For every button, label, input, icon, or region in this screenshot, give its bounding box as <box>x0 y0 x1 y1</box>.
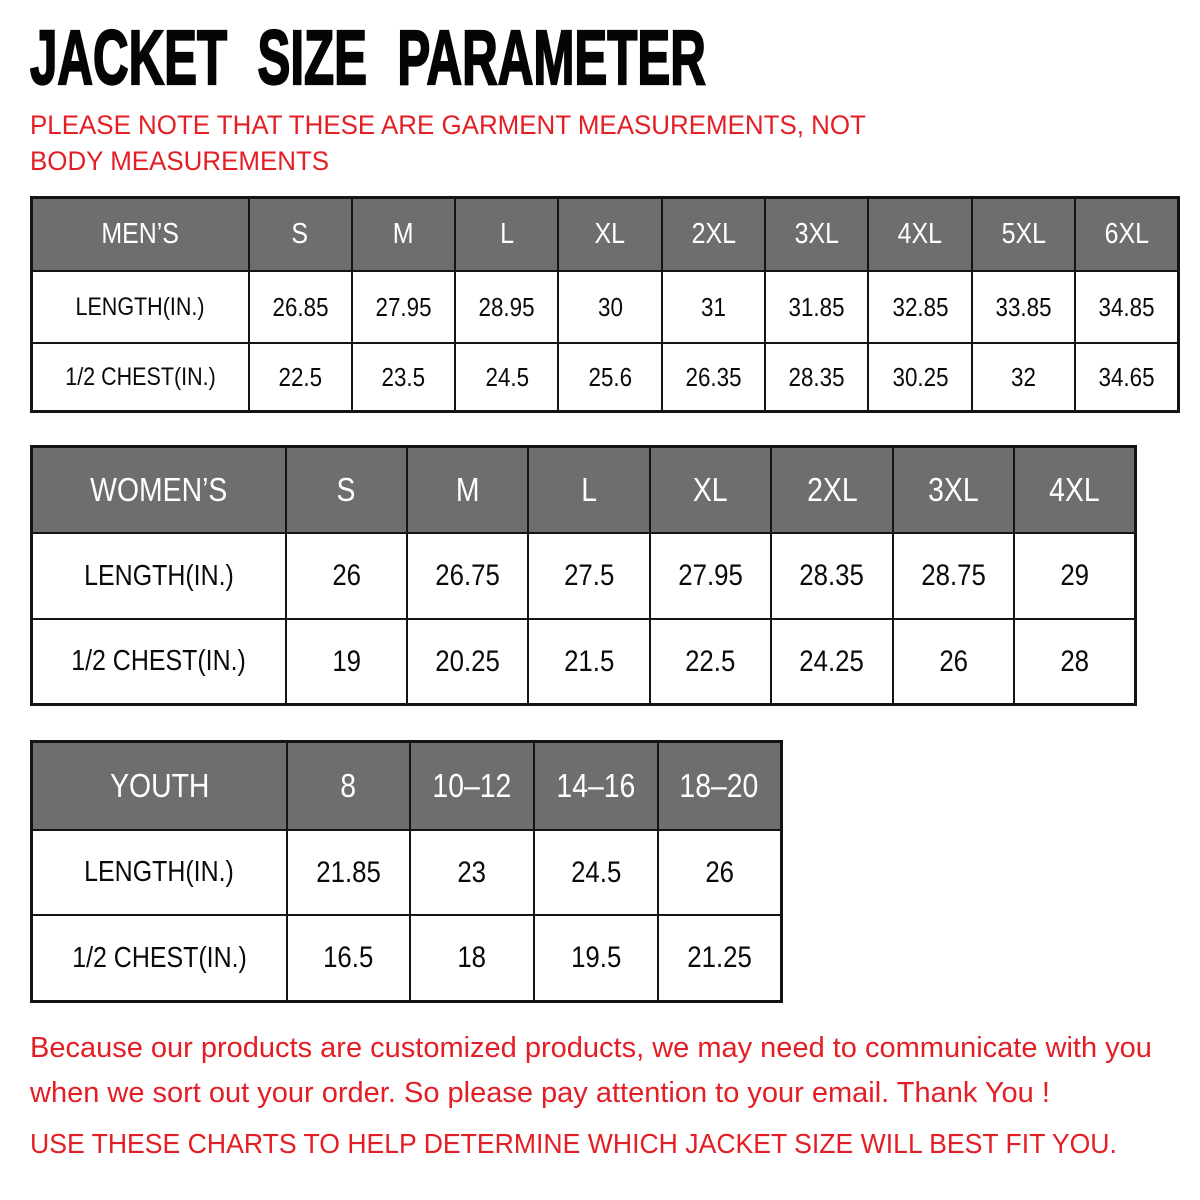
value-cell: 30.25 <box>868 343 971 412</box>
value-cell: 28.35 <box>771 533 892 619</box>
size-header-cell: 4XL <box>868 198 971 272</box>
chest-row <box>32 915 782 1002</box>
value-cell: 31.85 <box>765 271 868 343</box>
size-header-cell: 10–12 <box>410 742 534 831</box>
value-cell: 32 <box>972 343 1075 412</box>
value-cell: 26 <box>658 830 782 915</box>
value-cell: 32.85 <box>868 271 971 343</box>
row-label-cell: LENGTH(IN.) <box>32 271 249 343</box>
womens-size-table <box>30 445 1137 706</box>
value-cell: 19 <box>286 619 407 705</box>
value-cell: 27.95 <box>650 533 771 619</box>
row-label-cell: 1/2 CHEST(IN.) <box>32 619 286 705</box>
table-header-row <box>32 198 1179 272</box>
value-cell: 27.95 <box>352 271 455 343</box>
value-cell: 31 <box>662 271 765 343</box>
size-header-cell: 5XL <box>972 198 1075 272</box>
table-title-cell: YOUTH <box>32 742 287 831</box>
value-cell: 23 <box>410 830 534 915</box>
size-header-cell: 14–16 <box>534 742 658 831</box>
value-cell: 18 <box>410 915 534 1002</box>
value-cell: 25.6 <box>558 343 661 412</box>
value-cell: 19.5 <box>534 915 658 1002</box>
value-cell: 21.5 <box>528 619 649 705</box>
table-header-row <box>32 447 1136 534</box>
value-cell: 26 <box>286 533 407 619</box>
customized-products-note: Because our products are customized products, we may need to communicate with you when we sort out your order. So please pay attention to your email. Thank You ! <box>30 1032 1152 1109</box>
size-header-cell: S <box>249 198 352 272</box>
size-header-cell: L <box>455 198 558 272</box>
length-row <box>32 533 1136 619</box>
size-header-cell: XL <box>558 198 661 272</box>
value-cell: 21.25 <box>658 915 782 1002</box>
value-cell: 22.5 <box>249 343 352 412</box>
size-header-cell: M <box>407 447 528 534</box>
row-label-cell: 1/2 CHEST(IN.) <box>32 915 287 1002</box>
table-title-cell: WOMEN’S <box>32 447 286 534</box>
value-cell: 26 <box>893 619 1014 705</box>
value-cell: 23.5 <box>352 343 455 412</box>
value-cell: 27.5 <box>528 533 649 619</box>
value-cell: 34.85 <box>1075 271 1178 343</box>
size-header-cell: 6XL <box>1075 198 1178 272</box>
value-cell: 21.85 <box>287 830 411 915</box>
value-cell: 26.75 <box>407 533 528 619</box>
value-cell: 28.75 <box>893 533 1014 619</box>
size-header-cell: 3XL <box>893 447 1014 534</box>
value-cell: 28.95 <box>455 271 558 343</box>
value-cell: 22.5 <box>650 619 771 705</box>
size-header-cell: 2XL <box>662 198 765 272</box>
size-header-cell: M <box>352 198 455 272</box>
value-cell: 16.5 <box>287 915 411 1002</box>
table-title-cell: MEN’S <box>32 198 249 272</box>
value-cell: 34.65 <box>1075 343 1178 412</box>
size-header-cell: L <box>528 447 649 534</box>
row-label-cell: LENGTH(IN.) <box>32 533 286 619</box>
size-header-cell: 3XL <box>765 198 868 272</box>
value-cell: 20.25 <box>407 619 528 705</box>
value-cell: 28.35 <box>765 343 868 412</box>
value-cell: 24.5 <box>534 830 658 915</box>
mens-size-table <box>30 196 1180 413</box>
size-header-cell: 18–20 <box>658 742 782 831</box>
chest-row <box>32 619 1136 705</box>
youth-size-table <box>30 740 783 1003</box>
value-cell: 26.85 <box>249 271 352 343</box>
row-label-cell: 1/2 CHEST(IN.) <box>32 343 249 412</box>
row-label-cell: LENGTH(IN.) <box>32 830 287 915</box>
size-header-cell: S <box>286 447 407 534</box>
value-cell: 33.85 <box>972 271 1075 343</box>
garment-measurement-note: PLEASE NOTE THAT THESE ARE GARMENT MEASUREMENTS, NOT BODY MEASUREMENTS <box>30 110 866 176</box>
page-title: JACKET SIZE PARAMETER <box>30 15 706 101</box>
size-header-cell: 4XL <box>1014 447 1135 534</box>
value-cell: 29 <box>1014 533 1135 619</box>
use-charts-note: USE THESE CHARTS TO HELP DETERMINE WHICH JACKET SIZE WILL BEST FIT YOU. <box>30 1128 1117 1159</box>
size-header-cell: 2XL <box>771 447 892 534</box>
chest-row <box>32 343 1179 412</box>
value-cell: 26.35 <box>662 343 765 412</box>
value-cell: 24.25 <box>771 619 892 705</box>
table-header-row <box>32 742 782 831</box>
length-row <box>32 830 782 915</box>
value-cell: 24.5 <box>455 343 558 412</box>
length-row <box>32 271 1179 343</box>
value-cell: 28 <box>1014 619 1135 705</box>
value-cell: 30 <box>558 271 661 343</box>
size-header-cell: XL <box>650 447 771 534</box>
size-header-cell: 8 <box>287 742 411 831</box>
